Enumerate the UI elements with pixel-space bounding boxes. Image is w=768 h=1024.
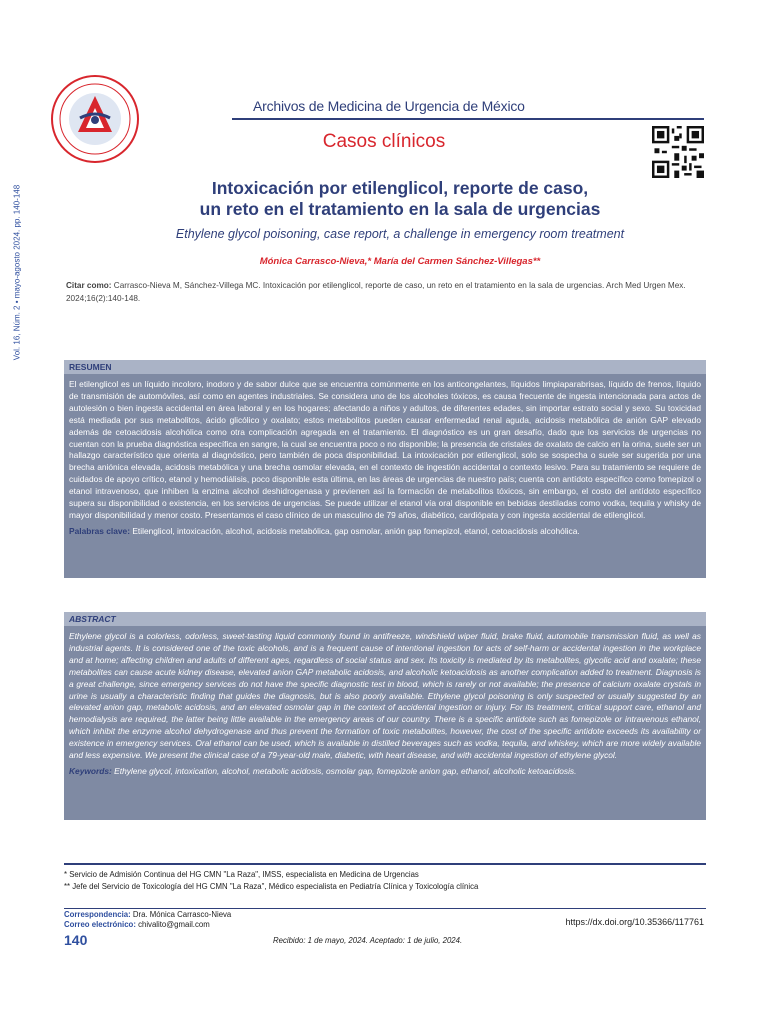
correspondence-value: Dra. Mónica Carrasco-Nieva bbox=[132, 910, 232, 919]
page-number: 140 bbox=[64, 932, 88, 948]
abstract-keywords-text: Ethylene glycol, intoxication, alcohol, metabolic acidosis, osmolar gap, fomepizole anion gap, ethanol, alcoholic ketoacidosis. bbox=[114, 765, 577, 776]
volume-side-text: Vol. 16, Núm. 2 • mayo-agosto 2024. pp. 140-148 bbox=[12, 184, 22, 361]
resumen-keywords bbox=[64, 522, 706, 538]
footnote-2: ** Jefe del Servicio de Toxicología del HG CMN "La Raza", Médico especialista en Pediatría Clínica y Toxicología clínica bbox=[64, 882, 479, 891]
citation-text: Carrasco-Nieva M, Sánchez-Villega MC. Intoxicación por etilenglicol, reporte de caso, un reto en el tratamiento en la sala de urgencias. Arch Med Urgen Mex. 2024;16(2):140-148. bbox=[66, 281, 686, 303]
qr-code-icon bbox=[652, 126, 704, 178]
footnote-1: * Servicio de Admisión Continua del HG CMN "La Raza", IMSS, especialista en Medicina de Urgencias bbox=[64, 870, 419, 879]
resumen-heading: RESUMEN bbox=[64, 360, 706, 374]
resumen-box bbox=[64, 360, 706, 578]
abstract-keywords bbox=[64, 762, 706, 778]
correspondence-rule bbox=[64, 908, 706, 909]
footnote-rule bbox=[64, 863, 706, 865]
citation bbox=[66, 279, 710, 305]
title-line-2: un reto en el tratamiento en la sala de urgencias bbox=[199, 199, 601, 219]
abstract-keywords-label: Keywords: bbox=[69, 765, 112, 776]
email-line bbox=[64, 920, 210, 929]
journal-name: Archivos de Medicina de Urgencia de México bbox=[253, 98, 525, 114]
resumen-text: El etilenglicol es un líquido incoloro, inodoro y de sabor dulce que se encuentra comúnmente en los anticongelantes, líquidos limpiaparabrisas, líquido de frenos, líquido de transmisión de automóviles, así como en agentes industriales. Se considera uno de los alcoholes tóxicos, es causa frecuente de ingesta intencionada para actos de autolesión o bien ingesta accidental en área laboral y en los hogares; afectando a niños y adultos, de diferentes edades, sin importar estrato social y sexo. Su toxicidad está mediada por sus metabolitos, ácido glicólico y oxalato; estos metabolitos pueden causar enfermedad renal aguda, acidosis metabólica de anión GAP elevado además de cetoacidosis alcohólica como otra complicación agregada en el tratamiento. El diagnóstico es un gran desafío, dado que los servicios de urgencias no cuentan con la prueba diagnóstica específica en sangre, la cual se encuentra poco o no disponible; la presencia de cristales de oxalato de calcio en la orina, suele ser un hallazgo característico que orienta al diagnóstico, pero también de poca disponibilidad. La intoxicación por etilenglicol, solo se sospecha o suele ser sugerida por una brecha aniónica elevada, acidosis metabólica y una brecha osmolar elevada, en el contexto de ingestión accidental o contexto lesivo. Para su tratamiento se requiere de cuidados de apoyo crítico, etanol y hemodiálisis, poco disponible esta última, en las áreas de urgencias de nuestro país; cuenta con antídoto específico como fomepizol o etanol intravenoso, que inhiben la enzima alcohol deshidrogenasa y previenen así la formación de metabolitos tóxicos, sin embargo, el costo del antídoto específico supera su disponibilidad o existencia, en los servicios de urgencias. Se puede utilizar el etanol vía oral disponible en bebidas destiladas como vodka, tequila y whisky de mayor disponibilidad y menor costo. Presentamos el caso clínico de un masculino de 79 años, diabético, cardiópata y con ingesta accidental de etilenglicol. bbox=[69, 379, 701, 520]
correspondence bbox=[64, 910, 231, 919]
article-title bbox=[100, 178, 700, 220]
resumen-keywords-text: Etilenglicol, intoxicación, alcohol, acidosis metabólica, gap osmolar, anión gap fomepizol, etanol, cetoacidosis alcohólica. bbox=[132, 525, 580, 536]
authors: Mónica Carrasco-Nieva,* María del Carmen Sánchez-Villegas** bbox=[259, 256, 541, 267]
received-dates: Recibido: 1 de mayo, 2024. Aceptado: 1 de julio, 2024. bbox=[273, 936, 463, 945]
title-line-1: Intoxicación por etilenglicol, reporte de caso, bbox=[211, 178, 589, 198]
email-label: Correo electrónico: bbox=[64, 920, 136, 929]
doi-link[interactable]: https://dx.doi.org/10.35366/117761 bbox=[565, 917, 704, 927]
abstract-box bbox=[64, 612, 706, 820]
resumen-keywords-label: Palabras clave: bbox=[69, 525, 130, 536]
correspondence-label: Correspondencia: bbox=[64, 910, 131, 919]
citation-label: Citar como: bbox=[66, 281, 112, 290]
section-title: Casos clínicos bbox=[322, 131, 446, 152]
email-value[interactable]: chivalito@gmail.com bbox=[138, 920, 210, 929]
header-rule bbox=[232, 118, 704, 120]
abstract-heading: ABSTRACT bbox=[64, 612, 706, 626]
abstract-text: Ethylene glycol is a colorless, odorless, sweet-tasting liquid commonly found in antifreeze, windshield wiper fluid, brake fluid, automobile transmission fluid, as well as industrial agents. It is considered one of the toxic alcohols, and is a frequent cause of intentional ingestion for acts of self-harm or accidental ingestion in the workplace and at home; affecting children and adults of different ages, regardless of social status and sex. Its toxicity is mediated by its metabolites, glycolic acid and oxalate; these metabolites can cause acute kidney disease, elevated anion GAP metabolic acidosis, and alcoholic ketoacidosis as another complication added to treatment. Diagnosis is a great challenge, since emergency services do not have the specific diagnostic test in blood, which is rarely or not available; the presence of calcium oxalate crystals in urine is usually a characteristic finding that guides the diagnosis, but is also poorly available. Ethylene glycol poisoning is only suspected or usually suggested by an elevated anion gap, metabolic acidosis, and an elevated osmolar gap in the context of accidental ingestion or injury. For its treatment, critical support care, ethanol and hemodialysis are required, the latter being little available in the emergency areas of our country. There is a specific antidote such as fomepizole or intravenous ethanol, which inhibit the enzyme alcohol dehydrogenase and thus prevent the formation of toxic metabolites, however, the cost of the specific antidote exceeds its availability or existence in emergency services. Oral ethanol can be used, which is available in distilled beverages such as vodka, tequila, and whiskey, which are more widely available and less expensive. We present the clinical case of a 79-year-old male, diabetic, with heart disease, and with accidental ingestion of ethylene glycol. bbox=[69, 631, 701, 761]
article-title-english: Ethylene glycol poisoning, case report, a challenge in emergency room treatment bbox=[175, 227, 625, 241]
